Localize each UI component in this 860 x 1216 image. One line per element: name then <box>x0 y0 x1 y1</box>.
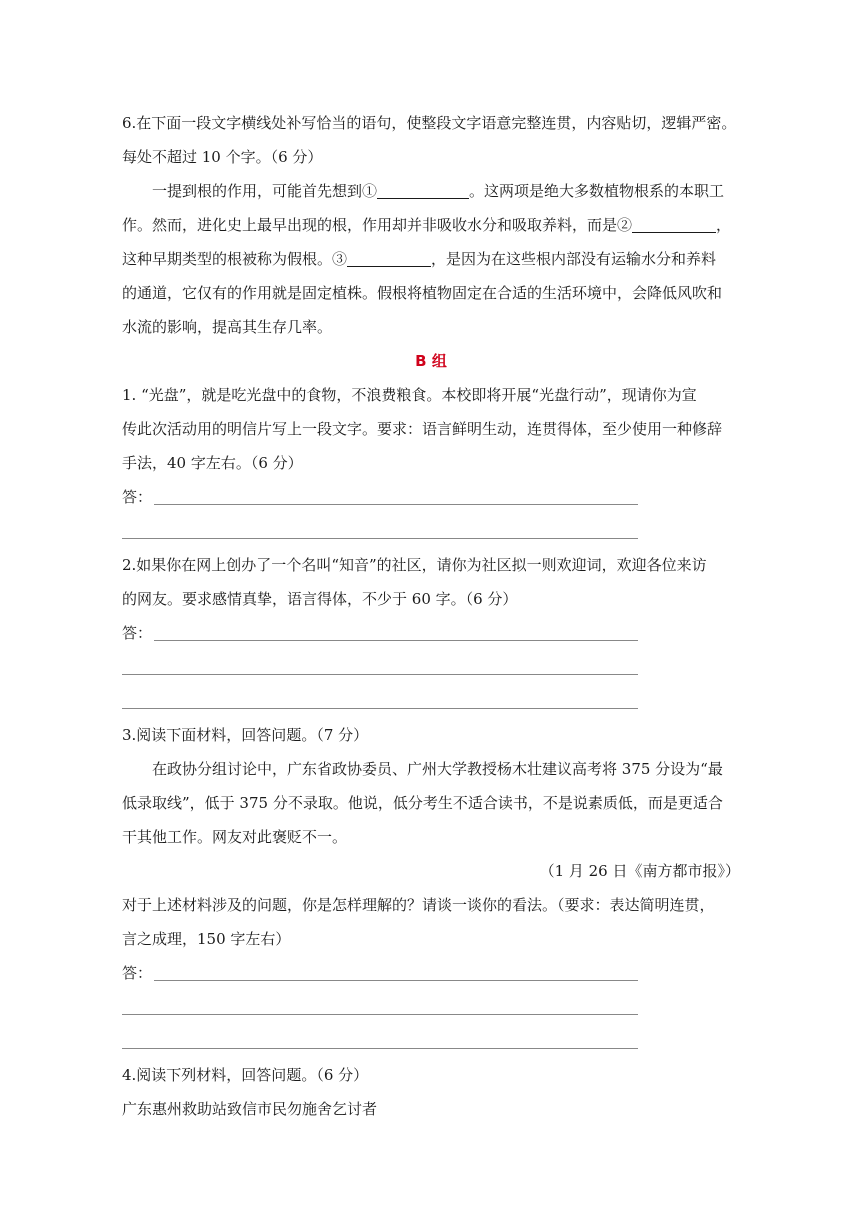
section-title-b-group: B 组 <box>415 352 447 370</box>
q2-line1: 2.如果你在网上创办了一个名叫“知音”的社区，请你为社区拟一则欢迎词，欢迎各位来访 <box>122 556 707 574</box>
q3-answer-row[interactable] <box>122 1024 740 1058</box>
q4-headline: 广东惠州救助站致信市民勿施舍乞讨者 <box>122 1100 378 1118</box>
q3-material-line1: 在政协分组讨论中，广东省政协委员、广州大学教授杨木壮建议高考将 375 分设为“最 <box>152 760 723 778</box>
q3-ask-line1: 对于上述材料涉及的问题，你是怎样理解的？请谈一谈你的看法。（要求：表达简明连贯， <box>122 896 715 914</box>
q6-passage-line2 <box>122 208 740 242</box>
q3-line1: 3.阅读下面材料，回答问题。（7 分） <box>122 726 369 744</box>
fill-blank-2[interactable] <box>632 216 716 233</box>
q6-stem-line1: 6.在下面一段文字横线处补写恰当的语句，使整段文字语意完整连贯，内容贴切，逻辑严密。 <box>122 114 737 132</box>
answer-line <box>154 640 638 641</box>
answer-line <box>154 504 638 505</box>
q2-answer-row[interactable] <box>122 650 740 684</box>
answer-line <box>122 674 638 675</box>
answer-line <box>122 1048 638 1049</box>
q2-answer-row[interactable] <box>122 616 740 650</box>
exam-page <box>122 106 740 1126</box>
answer-line <box>154 980 638 981</box>
answer-label: 答： <box>122 964 153 982</box>
fill-blank-1[interactable] <box>377 182 469 199</box>
answer-line <box>122 708 638 709</box>
q6-passage-line3 <box>122 242 740 276</box>
q1-answer-row[interactable] <box>122 514 740 548</box>
q3-answer-row[interactable] <box>122 956 740 990</box>
q3-answer-row[interactable] <box>122 990 740 1024</box>
q6-passage-text: 。这两项是绝大多数植物根系的本职工 <box>469 182 725 200</box>
q3-source: （1 月 26 日《南方都市报》） <box>539 862 740 880</box>
answer-label: 答： <box>122 624 153 642</box>
q6-passage-line4: 的通道，它仅有的作用就是固定植株。假根将植物固定在合适的生活环境中，会降低风吹和 <box>122 284 723 302</box>
q6-stem-line2: 每处不超过 10 个字。（6 分） <box>122 148 323 166</box>
answer-line <box>122 1014 638 1015</box>
q6-passage-text: 作。然而，进化史上最早出现的根，作用却并非吸收水分和吸取养料，而是② <box>122 216 633 234</box>
q6-passage-text: ，是因为在这些根内部没有运输水分和养料 <box>431 250 717 268</box>
q6-passage-text: ， <box>716 216 732 234</box>
q2-line2: 的网友。要求感情真挚，语言得体，不少于 60 字。（6 分） <box>122 590 518 608</box>
q1-line1: 1. “光盘”，就是吃光盘中的食物，不浪费粮食。本校即将开展“光盘行动”，现请你为宣 <box>122 386 697 404</box>
q1-line2: 传此次活动用的明信片写上一段文字。要求：语言鲜明生动，连贯得体，至少使用一种修辞 <box>122 420 723 438</box>
answer-line <box>122 538 638 539</box>
q4-line1: 4.阅读下列材料，回答问题。（6 分） <box>122 1066 369 1084</box>
q1-line3: 手法，40 字左右。（6 分） <box>122 454 303 472</box>
q3-material-line2: 低录取线”，低于 375 分不录取。他说，低分考生不适合读书，不是说素质低，而是更适合 <box>122 794 723 812</box>
q6-passage-line1 <box>122 174 740 208</box>
q3-ask-line2: 言之成理，150 字左右） <box>122 930 291 948</box>
fill-blank-3[interactable] <box>347 250 431 267</box>
answer-label: 答： <box>122 488 153 506</box>
q6-passage-text: 这种早期类型的根被称为假根。③ <box>122 250 348 268</box>
q6-passage-line5: 水流的影响，提高其生存几率。 <box>122 318 333 336</box>
q2-answer-row[interactable] <box>122 684 740 718</box>
q1-answer-row[interactable] <box>122 480 740 514</box>
q6-passage-text: 一提到根的作用，可能首先想到① <box>152 182 378 200</box>
q3-material-line3: 干其他工作。网友对此褒贬不一。 <box>122 828 348 846</box>
